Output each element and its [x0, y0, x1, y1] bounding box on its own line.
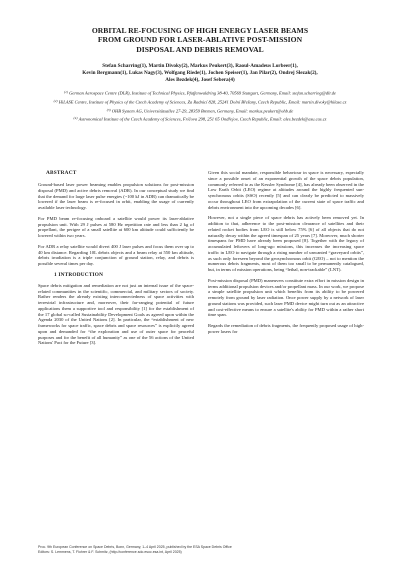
body-paragraph: However, not a single piece of space debris has actively been removed yet. In addition to that, adherence to the post-mission clearance of satellites and their related rocket bodies from LEO is still below 75% [6] of all objects that do not naturally decay within the agreed timespan of 25 years [7]. Moreover, much shorter timespans for PMD have already been proposed [8]. Together with the legacy of accumulated leftovers of long-ago missions, this increases the increasing space traffic in LEO to navigate through a rising number of unwanted “graveyard orbits”, as such only foreseen beyond the geosynchronous orbit (GEO) – not to mention the numerous debris fragments, most of them too small to be permanently catalogued, but, in terms of mission operations, being “lethal, non-trackable” (LNT). [208, 215, 364, 272]
footer-line: Proc. 9th European Conference on Space Debris, Bonn, Germany, 1–4 April 2025, published by the ESA Space Debris Office [38, 545, 232, 549]
affiliation-list [36, 89, 364, 124]
affiliation-number: (2) [53, 98, 58, 103]
body-paragraph: Post-mission disposal (PMD) maneuvers constitute extra effort in mission design in terms additional propulsion devices and/or propellant mass. In our work, we propose a simple satellite propulsion unit which benefits from its ability to be powered remotely from ground by laser radiation. Once power supply by a network of laser ground stations was provided, such laser PMD device might turn out as an attractive and cost-effective means to ensure a satellite's ability for PMD within a rather short time span. [208, 277, 364, 318]
affiliation-number: (1) [63, 90, 68, 94]
conference-footer [38, 545, 364, 554]
paper-title [40, 26, 360, 54]
affiliation-number: (4) [73, 116, 78, 121]
abstract-paragraph: For ADR a relay satellite would divert 400 J laser pulses and focus them over up to 40 km distance. Regarding 10L debris objects and a beam relay at 550 km altitude, debris irradiation is a triple conjunction of ground station, relay, and debris is possible several times per day. [38, 243, 194, 266]
affiliation-text: Astronomical Institute of the Czech Academy of Sciences, Fričova 298, 251 65 Ondřejov, Czech Republic, Email: ales.bezdek@asu.cas.cz [78, 116, 327, 122]
author-line: Kevin Bergmann(1), Lukas Nagy(3), Wolfgang Riede(1), Jochen Speiser(1), Jan Pilar(2), Ondrej Slezak(2), [82, 70, 318, 76]
abstract-paragraph: Ground-based laser power beaming enables propulsion solutions for post-mission disposal (PMD) and active debris removal (ADR). In our conceptual study we find that the demand for large laser pulse energies (~100 kJ in ADR) can dramatically be lowered if the laser beam is re-focused in orbit, enabling the usage of currently available laser technology. [38, 182, 194, 210]
body-paragraph: Space debris mitigation and remediation are not just an internal issue of the space-related communities in the scientific, commercial, and military sectors of society. Rather renders the already existing interconnectedness of space activities with terrestrial infrastructure and, moreover, their far-ranging potential of future applications them a supportive tool and responsibility [1] for the establishment of the 17 global so-called Sustainability Development Goals as agreed upon within the Agenda 2030 of the United Nations [2]. In particular, the “establishment of new frameworks for space traffic, space debris and space resources” is explicitly agreed upon and demanded for “the exploration and use of outer space for peaceful purposes and for the benefit of all humanity” as one of the 56 actions of the United Nations' Pact for the Future [3]. [38, 282, 194, 346]
body-paragraph: Regards the remediation of debris fragments, the frequently proposed usage of high-power lasers for [208, 323, 364, 334]
body-paragraph: Given this social mandate, responsible behaviour in space is necessary, especially since a possible onset of an exponential growth of the space debris population, commonly referred to as the Kessler Syndrome [4], has already been observed in the Low Earth Orbit (LEO) regime at altitudes around the highly frequented sun-synchronous orbits (SSO) recently [5] and can clearly be predicted to massively occur throughout LEO from extrapolation of the current state of space traffic and debris environment into the upcoming decades [6]. [208, 170, 364, 210]
affiliation-text: German Aerospace Centre (DLR), Institute of Technical Physics, Pfaffenwaldring 38-40, 70569 Stuttgart, Germany, Email: stefan.scharring@dlr.de [69, 90, 336, 96]
abstract-paragraph: For PMD beam re-focusing onboard a satellite would power its laser-ablative propulsion unit. With 29 J pulses at 580 Hz repetition rate and less than 2 kg of propellant, the perigee of a small satellite at 600 km altitude could sufficiently be lowered within two years. [38, 215, 194, 238]
affiliation [36, 107, 364, 115]
author-line: Stefan Scharring(1), Martin Divoky(2), Markus Peukert(3), Raoul-Amadeus Lorbeer(1), [102, 63, 298, 69]
left-column [38, 170, 194, 351]
title-line: DISPOSAL AND DEBRIS REMOVAL [136, 44, 264, 54]
author-list [34, 63, 366, 84]
affiliation-text: HiLASE Centre, Institute of Physics of the Czech Academy of Sciences, Za Radnicí 828, 25241 Dolní Břežany, Czech Republic, Email: martin.divoky@hilase.cz [58, 99, 347, 105]
footer-line: Editors: S. Lemmens, T. Flohrer & F. Schmitz, (http://conference.sdo.esoc.esa.int, April 2025) [38, 549, 182, 554]
right-column [208, 170, 364, 340]
introduction-heading: 1 INTRODUCTION [54, 271, 104, 278]
abstract-heading: ABSTRACT [46, 170, 77, 176]
affiliation-text: OHB System AG, Universitätsallee 27-29, 28359 Bremen, Germany, Email: markus.peukert@ohb.de [111, 107, 294, 113]
affiliation [36, 98, 364, 106]
title-line: ORBITAL RE-FOCUSING OF HIGH ENERGY LASER BEAMS [91, 26, 309, 35]
affiliation-number: (3) [106, 107, 111, 112]
affiliation [36, 115, 364, 123]
author-line: Ales Bezdek(4), Josef Sebera(4) [165, 77, 235, 83]
affiliation [36, 89, 364, 97]
title-line: FROM GROUND FOR LASER-ABLATIVE POST-MISSION [97, 35, 303, 45]
